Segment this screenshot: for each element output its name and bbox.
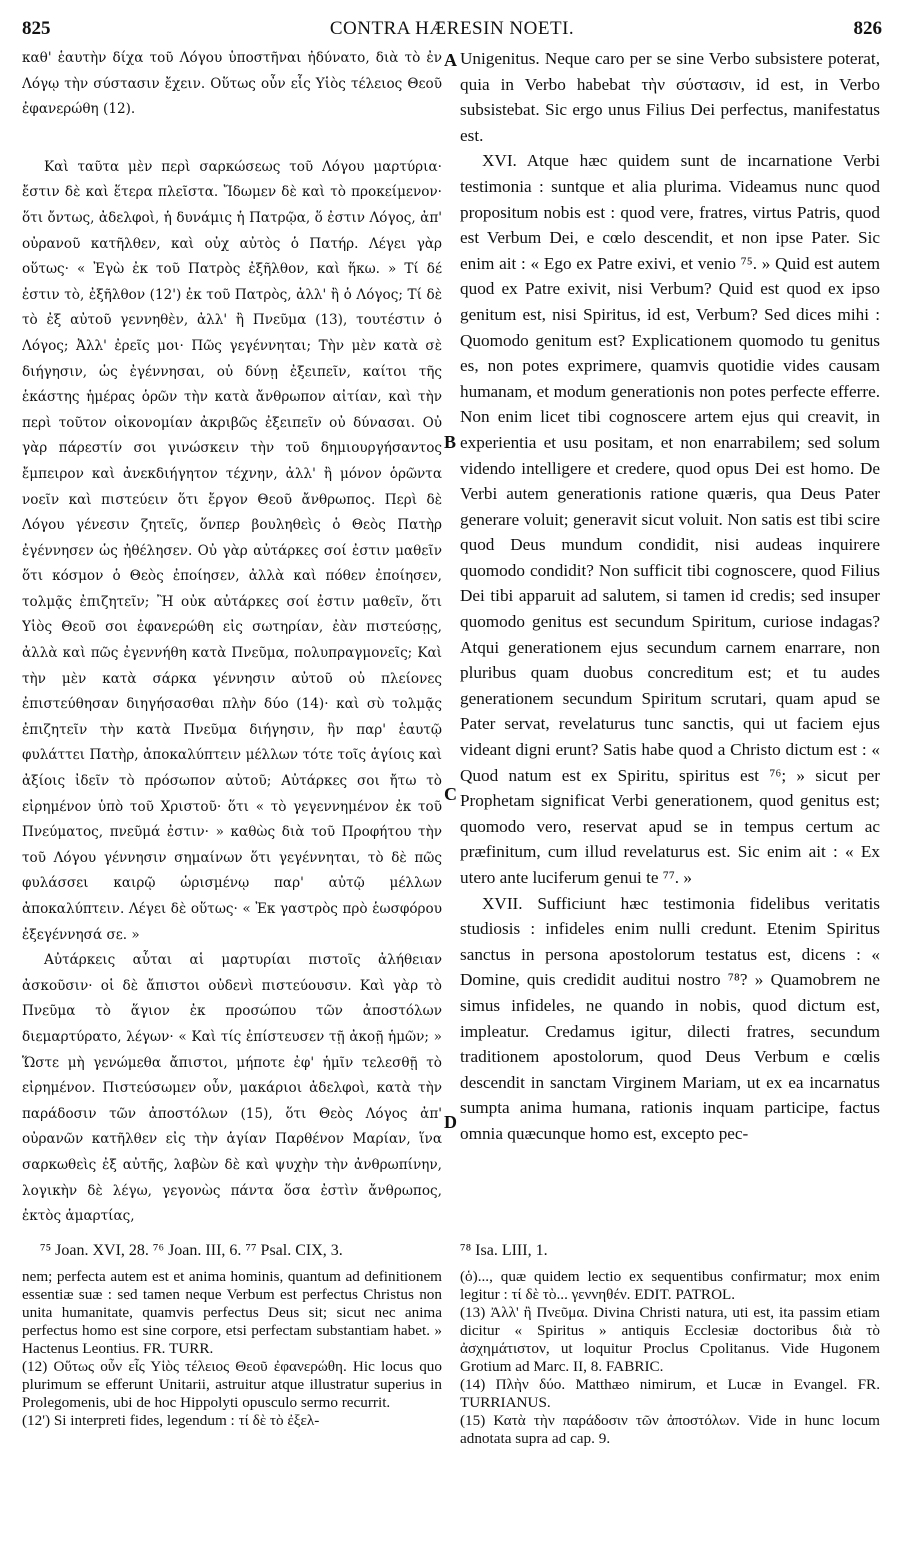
latin-paragraph-2: XVI. Atque hæc quidem sunt de incarnatione Verbi testimonia : suntque et alia plurima. Videamus nunc quod propositum nobis est : quod vere, fratres, virtus Patris, quod est Verbum Dei, e cœlo descendit, et non ipse Pater. Sic enim ait : « Ego ex Patre exivi, et venio ⁷⁵. » Quid est autem quod ex Patre exivit, nisi Verbum? Quid est quod ex ipso genitum est, nisi Spiritus, id est, Verbum? Sed dices mihi : Quomodo genitum est? Explicationem quomodo tu genitus es, non potes exprimere, quamvis quotidie vides causam humanam, et modum generationis non potes perfecte efferre. Non enim licet tibi cognoscere artem ejus qui creavit, in experientia et usu positam, et non enarrabilem; sed solum videndo intelligere et credere, quod opus Dei est homo. De Verbi autem generationis ratione quæris, qua Deus Pater generare voluit; generavit sicut voluit. Non satis est tibi scire quod Deus mundum condidit, nisi audeas inquirere quomodo condidit? Non sufficit tibi cognoscere, quod Filius Dei tibi apparuit ad salutem, si tamen id credis; sed insuper quomodo genitus est secundum Spiritum, curiose indagas? Atqui generationem ejus secundum carnem enarrare, non pluribus quam duobus concreditum est; et tu audes generationem secundum Spiritum scrutari, quam apud se Pater servat, revelaturus tunc sanctis, qui ut faciem ejus videant digni erunt? Satis habe quod a Christo dictum est : « Quod natum est ex Spiritu, spiritus est ⁷⁶; » sicut per Prophetam significat Verbi generationem, quod genitus est; quomodo vero, reservat apud se in tempus certum ac præfinitum, cum illud revelaturus est. Sic enim ait : « Ex utero ante luciferum genui te ⁷⁷. » [460,151,880,887]
note-right-2: (13) Ἀλλ' ἢ Πνεῦμα. Divina Christi natura, uti est, ita passim etiam dicitur « Spiritus » antiquis Ecclesiæ doctoribus διὰ τὸ ἀσχημάτιστον, ut loquitur Proclus Cpolitanus. Vide Hugonem Grotium ad Marc. II, 8. FABRIC. [460,1304,880,1375]
page-number-right: 826 [853,18,882,39]
notes-right [460,1268,880,1448]
running-title: CONTRA HÆRESIN NOETI. [329,18,575,39]
page-header [20,0,884,48]
greek-paragraph-3: Αὐτάρκεις αὗται αἱ μαρτυρίαι πιστοῖς ἀλήθειαν ἀσκοῦσιν· οἱ δὲ ἄπιστοι οὐδενὶ πιστεύουσιν. Καὶ γὰρ τὸ Πνεῦμα τὸ ἅγιον ἐκ προσώπου τῶν ἀποστόλων διεμαρτύρατο, λέγων· « Καὶ τίς ἐπίστευσεν τῇ ἀκοῇ ἡμῶν; » Ὥστε μὴ γενώμεθα ἄπιστοι, μήποτε ἐφ' ἡμῖν τελεσθῇ τὸ εἰρημένον. Πιστεύσωμεν οὖν, μακάριοι ἀδελφοὶ, κατὰ τὴν παράδοσιν τῶν ἀποστόλων (15), ὅτι Θεὸς Λόγος ἀπ' οὐρανῶν κατῆλθεν εἰς τὴν ἁγίαν Παρθένον Μαρίαν, ἵνα σαρκωθεὶς ἐξ αὐτῆς, λαβὼν δὲ καὶ ψυχὴν τὴν ἀνθρωπίνην, λογικὴν δὲ λέγω, γεγονὼς πάντα ὅσα ἐστὶν ἄνθρωπος, ἐκτὸς ἁμαρτίας, [22,952,442,1225]
note-right-1: (ὁ)..., quæ quidem lectio ex sequentibus confirmatur; mox enim legitur : τί δὲ τὸ... γεννηθέν. EDIT. PATROL. [460,1268,880,1303]
paragraph-gap [22,123,442,155]
scripture-references-left: ⁷⁵ Joan. XVI, 28. ⁷⁶ Joan. III, 6. ⁷⁷ Psal. CIX, 3. [40,1242,343,1259]
latin-paragraph-3: XVII. Sufficiunt hæc testimonia fidelibus veritatis studiosis : infideles enim nulli credunt. Etenim Spiritus sanctus in persona apostolorum testatus est, dicens : « Domine, quis credidit auditui nostro ⁷⁸? » Quamobrem ne simus infideles, ne quando in nobis, quod dictum est, impleatur. Credamus igitur, dilecti fratres, secundum traditionem apostolorum, quod Deus Verbum e cœlis descendit in sanctam Virginem Mariam, ut ex ea incarnatus sumpta anima humana, rationis inquam participe, factus omnia quæcunque homo est, excepto pec- [460,893,880,1143]
margin-letter-a: A [444,50,457,70]
margin-letter-b: B [444,432,457,452]
notes-left [22,1268,442,1430]
greek-paragraph-2: Καὶ ταῦτα μὲν περὶ σαρκώσεως τοῦ Λόγου μαρτύρια· ἔστιν δὲ καὶ ἕτερα πλεῖστα. Ἴδωμεν δὲ καὶ τὸ προκείμενον· ὅτι ὄντως, ἀδελφοὶ, ἡ δυνάμις ἡ Πατρῷα, ὅ ἐστιν Λόγος, ἀπ' οὐρανοῦ κατῆλθεν, καὶ οὐχ αὐτὸς ὁ Πατήρ. Λέγει γὰρ οὕτως· « Ἐγὼ ἐκ τοῦ Πατρὸς ἐξῆλθον, καὶ ἥκω. » Τί δέ ἐστιν τὸ, ἐξῆλθον (12') ἐκ τοῦ Πατρὸς, ἀλλ' ἢ ὁ Λόγος; Τί δὲ τὸ ἐξ αὐτοῦ γεννηθὲν, ἀλλ' ἢ Πνεῦμα (13), τουτέστιν ὁ Λόγος; Ἀλλ' ἐρεῖς μοι· Πῶς γεγέννηται; Τὴν μὲν κατὰ σὲ διήγησιν, ὡς ἐγέννησαι, οὐ δύνῃ ἐξειπεῖν, καίτοι τῆς ἑκάστης ἡμέρας ὁρῶν τὴν κατὰ ἄνθρωπον αἰτίαν, καὶ τὴν περὶ τοῦτον οἰκονομίαν ἀκριβῶς ἐξειπεῖν οὐ δύνασαι. Οὐ γὰρ πάρεστίν σοι γινώσκειν τὴν τοῦ δημιουργήσαντος ἔμπειρον καὶ ἀνεκδιήγητον τέχνην, ἀλλ' ἢ μόνον ὁρῶντα νοεῖν καὶ πιστεύειν ὅτι ἔργον Θεοῦ ἄνθρωπος. Περὶ δὲ Λόγου γένεσιν ζητεῖς, ὅνπερ βουληθεὶς ὁ Θεὸς Πατὴρ ἐγέννησεν ὡς ἠθέλησεν. Οὐ γὰρ αὐτάρκες σοί ἐστιν μαθεῖν ὅτι κόσμον ὁ Θεὸς ἐποίησεν, ἀλλὰ καὶ πόθεν ἐποίησεν, τολμᾷς ἐπιζητεῖν; Ἢ οὐκ αὐτάρκες σοί ἐστιν μαθεῖν, ὅτι Υἱὸς Θεοῦ σοι ἐφανερώθη εἰς σωτηρίαν, ἐὰν πιστεύσῃς, ἀλλὰ καὶ πῶς ἐγεννήθη κατὰ Πνεῦμα, πολυπραγμονεῖς; Καὶ τὴν μὲν κατὰ σάρκα γέννησιν αὐτοῦ οὐ πλείονες ἐπιστεύθησαν διηγήσασθαι πλὴν δύο (14)· καὶ σὺ τολμᾷς ἐπιζητεῖν τὴν κατὰ Πνεῦμα διήγησιν, ἣν παρ' ἑαυτῷ φυλάττει Πατὴρ, ἀποκαλύπτειν μέλλων τότε τοῖς ἁγίοις καὶ ἀξίοις ἰδεῖν τὸ πρόσωπον αὐτοῦ; Αὐτάρκες σοι ἤτω τὸ εἰρημένον ὑπὸ τοῦ Χριστοῦ· ὅτι « τὸ γεγεννημένον ἐκ τοῦ Πνεύματος, πνεῦμά ἐστιν· » καθὼς διὰ τοῦ Προφήτου τὴν τοῦ Λόγου γέννησιν σημαίνων ὅτι γεγέννηται, τὸ δὲ πῶς φυλάσσει καιρῷ ὡρισμένῳ παρ' αὐτῷ μέλλων ἀποκαλύπτειν. Λέγει δὲ οὕτως· « Ἐκ γαστρὸς πρὸ ἑωσφόρου ἐξεγέννησά σε. » [22,158,442,943]
margin-letter-d: D [444,1112,457,1132]
note-left-3: (12') Si interpreti fides, legendum : τί δὲ τὸ ἐξελ- [22,1412,320,1429]
note-right-4: (15) Κατὰ τὴν παράδοσιν τῶν ἀποστόλων. Vide in hunc locum adnotata supra ad cap. 9. [460,1412,880,1447]
note-left-2: (12) Οὕτως οὖν εἷς Υἱὸς τέλειος Θεοῦ ἐφανερώθη. Hic locus quo plurimum se efferunt Unitarii, astruitur atque illustratur superius in Prolegomenis, ubi de hoc Hippolyti opusculo sermo recurrit. [22,1358,442,1411]
greek-paragraph-1: καθ' ἑαυτὴν δίχα τοῦ Λόγου ὑποστῆναι ἠδύνατο, διὰ τὸ ἐν Λόγῳ τὴν σύστασιν ἔχειν. Οὕτως οὖν εἷς Υἱὸς τέλειος Θεοῦ ἐφανερώθη (12). [22,50,442,118]
scripture-references-right: ⁷⁸ Isa. LIII, 1. [460,1242,548,1259]
note-left-1: nem; perfecta autem est et anima hominis, quantum ad definitionem essentiæ suæ : sed tamen neque Verbum est perfectus Christus non unita humanitate, quamvis perfectus Deus sit; sicut nec anima perfectus homo est sine corpore, etsi perfectam substantiam habet. » Hactenus Leontius. FR. TURR. [22,1268,442,1357]
greek-column [22,46,442,1246]
margin-letter-c: C [444,784,457,804]
note-right-3: (14) Πλὴν δύο. Matthæo nimirum, et Lucæ in Evangel. FR. TURRIANUS. [460,1376,880,1411]
latin-column [460,46,880,1246]
page-number-left: 825 [22,18,51,39]
latin-paragraph-1: Unigenitus. Neque caro per se sine Verbo subsistere poterat, quia in Verbo habebat τὴν σύστασιν, id est, in Verbo subsistebat. Sic ergo unus Filius Dei perfectus, manifestatus est. [460,49,880,145]
